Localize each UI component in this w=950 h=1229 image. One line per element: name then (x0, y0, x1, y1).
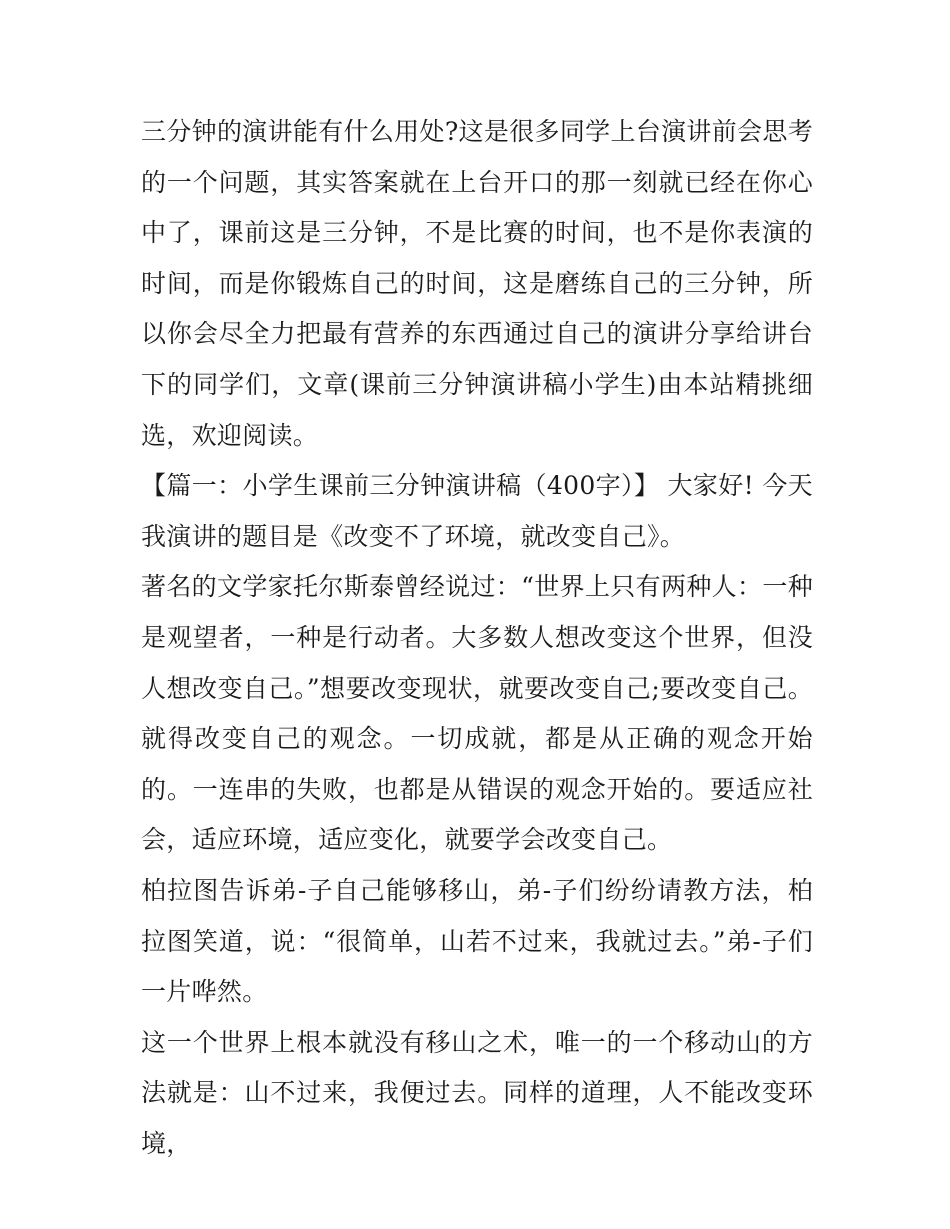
paragraph-tolstoy-quote: 著名的文学家托尔斯泰曾经说过：“世界上只有两种人：一种是观望者，一种是行动者。大多数人想改变这个世界，但没人想改变自己。”想要改变现状，就要改变自己;要改变自己。就得改变自己的观念。一切成就，都是从正确的观念开始的。一连串的失败，也都是从错误的观念开始的。要适应社会，适应环境，适应变化，就要学会改变自己。 (141, 572, 813, 855)
document-page (141, 107, 813, 1169)
paragraph-plato-story: 柏拉图告诉弟-子自己能够移山，弟-子们纷纷请教方法，柏拉图笑道，说：“很简单，山若不过来，我就过去。”弟-子们一片哗然。 (141, 875, 813, 1007)
paragraph-section-one-heading: 【篇一：小学生课前三分钟演讲稿（400字）】 大家好! 今天我演讲的题目是《改变不了环境，就改变自己》。 (141, 471, 813, 551)
paragraph-intro: 三分钟的演讲能有什么用处?这是很多同学上台演讲前会思考的一个问题，其实答案就在上台开口的那一刻就已经在你心中了，课前这是三分钟，不是比赛的时间，也不是你表演的时间，而是你锻炼自己的时间，这是磨练自己的三分钟，所以你会尽全力把最有营养的东西通过自己的演讲分享给讲台下的同学们，文章(课前三分钟演讲稿小学生)由本站精挑细选，欢迎阅读。 (141, 117, 813, 450)
paragraph-moving-mountain: 这一个世界上根本就没有移山之术，唯一的一个移动山的方法就是：山不过来，我便过去。同样的道理，人不能改变环境， (141, 1027, 813, 1158)
